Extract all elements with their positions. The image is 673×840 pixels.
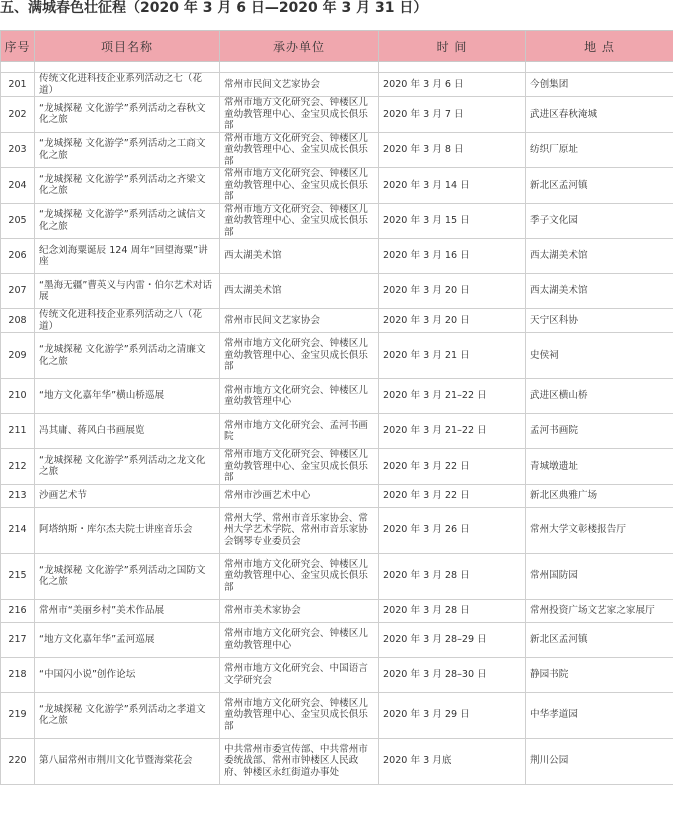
table-header-row bbox=[1, 31, 673, 62]
cell-project-name: “地方文化嘉年华”孟河巡展 bbox=[35, 622, 220, 657]
cell-date: 2020 年 3 月 21–22 日 bbox=[379, 414, 526, 449]
cell-number: 211 bbox=[1, 414, 35, 449]
cell-number: 203 bbox=[1, 132, 35, 168]
cell-number: 206 bbox=[1, 239, 35, 274]
cell-project-name: 传统文化进科技企业系列活动之七（花道） bbox=[35, 73, 220, 97]
table-row bbox=[1, 97, 673, 133]
cell-location: 武进区横山桥 bbox=[526, 379, 673, 414]
header-time: 时 间 bbox=[379, 31, 526, 62]
cell-organizer: 常州市地方文化研究会、孟河书画院 bbox=[220, 414, 379, 449]
cell-organizer: 常州市民间文艺家协会 bbox=[220, 309, 379, 333]
cell-date: 2020 年 3 月 21–22 日 bbox=[379, 379, 526, 414]
cell-project-name: 纪念刘海粟诞辰 124 周年“回望海粟”讲座 bbox=[35, 239, 220, 274]
cell-organizer: 常州市地方文化研究会、钟楼区儿童幼教管理中心、金宝贝成长俱乐部 bbox=[220, 203, 379, 239]
cell-organizer: 常州市地方文化研究会、钟楼区儿童幼教管理中心 bbox=[220, 379, 379, 414]
cell-date: 2020 年 3 月 14 日 bbox=[379, 168, 526, 204]
cell-project-name: “龙城探秘 文化游学”系列活动之国防文化之旅 bbox=[35, 553, 220, 599]
cell-organizer: 常州市地方文化研究会、钟楼区儿童幼教管理中心、金宝贝成长俱乐部 bbox=[220, 333, 379, 379]
cell-number: 205 bbox=[1, 203, 35, 239]
cell-organizer: 常州市地方文化研究会、钟楼区儿童幼教管理中心、金宝贝成长俱乐部 bbox=[220, 553, 379, 599]
cell-number: 208 bbox=[1, 309, 35, 333]
cell-number: 212 bbox=[1, 449, 35, 485]
cell-date: 2020 年 3 月 16 日 bbox=[379, 239, 526, 274]
cell-date: 2020 年 3 月 6 日 bbox=[379, 73, 526, 97]
table-row bbox=[1, 379, 673, 414]
header-number: 序号 bbox=[1, 31, 35, 62]
table-row bbox=[1, 132, 673, 168]
cell-number: 209 bbox=[1, 333, 35, 379]
cell-project-name: “地方文化嘉年华”横山桥巡展 bbox=[35, 379, 220, 414]
cell-location: 中华孝道园 bbox=[526, 692, 673, 738]
cell-organizer: 常州市民间文艺家协会 bbox=[220, 73, 379, 97]
cell-project-name: “龙城探秘 文化游学”系列活动之龙文化之旅 bbox=[35, 449, 220, 485]
cell-number: 207 bbox=[1, 274, 35, 309]
cell-date: 2020 年 3 月 28–29 日 bbox=[379, 622, 526, 657]
table-row bbox=[1, 73, 673, 97]
cell-number: 213 bbox=[1, 484, 35, 507]
page-title: 五、满城春色壮征程（2020 年 3 月 6 日—2020 年 3 月 31 日） bbox=[0, 0, 428, 16]
cell-date: 2020 年 3 月 21 日 bbox=[379, 333, 526, 379]
cell-location: 史侯祠 bbox=[526, 333, 673, 379]
cell-date: 2020 年 3 月 20 日 bbox=[379, 309, 526, 333]
cell-location: 孟河书画院 bbox=[526, 414, 673, 449]
cell-project-name: 常州市“美丽乡村”美术作品展 bbox=[35, 599, 220, 622]
cell-project-name: “墨海无疆”曹英义与内雷・伯尔艺术对话展 bbox=[35, 274, 220, 309]
cell-project-name: 冯其庸、蒋风白书画展览 bbox=[35, 414, 220, 449]
table-row bbox=[1, 599, 673, 622]
header-project-name: 项目名称 bbox=[35, 31, 220, 62]
cell-organizer: 常州市地方文化研究会、钟楼区儿童幼教管理中心、金宝贝成长俱乐部 bbox=[220, 692, 379, 738]
cell-date: 2020 年 3 月 26 日 bbox=[379, 507, 526, 553]
cell-project-name: “龙城探秘 文化游学”系列活动之清廉文化之旅 bbox=[35, 333, 220, 379]
cell-date: 2020 年 3 月 22 日 bbox=[379, 449, 526, 485]
table-row bbox=[1, 657, 673, 692]
cell-project-name: “龙城探秘 文化游学”系列活动之春秋文化之旅 bbox=[35, 97, 220, 133]
cell-location: 新北区典雅广场 bbox=[526, 484, 673, 507]
cell-organizer: 常州市地方文化研究会、钟楼区儿童幼教管理中心、金宝贝成长俱乐部 bbox=[220, 97, 379, 133]
cell-date: 2020 年 3 月 28 日 bbox=[379, 599, 526, 622]
table-row bbox=[1, 622, 673, 657]
cell-date: 2020 年 3 月底 bbox=[379, 738, 526, 784]
table-row bbox=[1, 738, 673, 784]
table-row bbox=[1, 414, 673, 449]
cell-number: 219 bbox=[1, 692, 35, 738]
table-row bbox=[1, 168, 673, 204]
table-row bbox=[1, 333, 673, 379]
cell-organizer: 常州市地方文化研究会、钟楼区儿童幼教管理中心、金宝贝成长俱乐部 bbox=[220, 449, 379, 485]
cell-location: 荆川公园 bbox=[526, 738, 673, 784]
table-row bbox=[1, 274, 673, 309]
cell-project-name: “龙城探秘 文化游学”系列活动之诚信文化之旅 bbox=[35, 203, 220, 239]
table-row bbox=[1, 484, 673, 507]
cell-number: 214 bbox=[1, 507, 35, 553]
cell-project-name: 传统文化进科技企业系列活动之八（花道） bbox=[35, 309, 220, 333]
cell-number: 201 bbox=[1, 73, 35, 97]
cell-number: 216 bbox=[1, 599, 35, 622]
table-row bbox=[1, 239, 673, 274]
cell-organizer: 常州市地方文化研究会、钟楼区儿童幼教管理中心 bbox=[220, 622, 379, 657]
cell-location: 纺织厂原址 bbox=[526, 132, 673, 168]
cell-project-name: 沙画艺术节 bbox=[35, 484, 220, 507]
cell-date: 2020 年 3 月 20 日 bbox=[379, 274, 526, 309]
cell-organizer: 常州市地方文化研究会、钟楼区儿童幼教管理中心、金宝贝成长俱乐部 bbox=[220, 168, 379, 204]
table-spacer-row bbox=[1, 62, 673, 73]
cell-location: 静园书院 bbox=[526, 657, 673, 692]
cell-date: 2020 年 3 月 29 日 bbox=[379, 692, 526, 738]
header-location: 地 点 bbox=[526, 31, 673, 62]
cell-date: 2020 年 3 月 15 日 bbox=[379, 203, 526, 239]
table-row bbox=[1, 203, 673, 239]
cell-location: 西太湖美术馆 bbox=[526, 274, 673, 309]
cell-location: 新北区孟河镇 bbox=[526, 622, 673, 657]
table-row bbox=[1, 449, 673, 485]
cell-location: 武进区春秋淹城 bbox=[526, 97, 673, 133]
cell-project-name: “龙城探秘 文化游学”系列活动之齐梁文化之旅 bbox=[35, 168, 220, 204]
cell-location: 常州投资广场文艺家之家展厅 bbox=[526, 599, 673, 622]
table-row bbox=[1, 309, 673, 333]
cell-organizer: 常州市地方文化研究会、中国语言文学研究会 bbox=[220, 657, 379, 692]
cell-number: 204 bbox=[1, 168, 35, 204]
cell-date: 2020 年 3 月 28–30 日 bbox=[379, 657, 526, 692]
cell-number: 210 bbox=[1, 379, 35, 414]
cell-project-name: “中国闪小说”创作论坛 bbox=[35, 657, 220, 692]
header-organizer: 承办单位 bbox=[220, 31, 379, 62]
cell-location: 新北区孟河镇 bbox=[526, 168, 673, 204]
events-table bbox=[0, 30, 673, 785]
cell-number: 202 bbox=[1, 97, 35, 133]
cell-organizer: 常州大学、常州市音乐家协会、常州大学艺术学院、常州市音乐家协会钢琴专业委员会 bbox=[220, 507, 379, 553]
cell-location: 今创集团 bbox=[526, 73, 673, 97]
cell-location: 天宁区科协 bbox=[526, 309, 673, 333]
cell-date: 2020 年 3 月 28 日 bbox=[379, 553, 526, 599]
cell-location: 常州国防园 bbox=[526, 553, 673, 599]
table-row bbox=[1, 553, 673, 599]
cell-organizer: 西太湖美术馆 bbox=[220, 239, 379, 274]
cell-project-name: 第八届常州市荆川文化节暨海棠花会 bbox=[35, 738, 220, 784]
cell-date: 2020 年 3 月 8 日 bbox=[379, 132, 526, 168]
cell-number: 217 bbox=[1, 622, 35, 657]
cell-date: 2020 年 3 月 22 日 bbox=[379, 484, 526, 507]
cell-project-name: 阿塔纳斯・库尔杰夫院士讲座音乐会 bbox=[35, 507, 220, 553]
cell-project-name: “龙城探秘 文化游学”系列活动之孝道文化之旅 bbox=[35, 692, 220, 738]
cell-project-name: “龙城探秘 文化游学”系列活动之工商文化之旅 bbox=[35, 132, 220, 168]
cell-date: 2020 年 3 月 7 日 bbox=[379, 97, 526, 133]
cell-organizer: 常州市沙画艺术中心 bbox=[220, 484, 379, 507]
cell-location: 常州大学文彰楼报告厅 bbox=[526, 507, 673, 553]
cell-number: 220 bbox=[1, 738, 35, 784]
cell-location: 西太湖美术馆 bbox=[526, 239, 673, 274]
cell-organizer: 常州市美术家协会 bbox=[220, 599, 379, 622]
cell-organizer: 常州市地方文化研究会、钟楼区儿童幼教管理中心、金宝贝成长俱乐部 bbox=[220, 132, 379, 168]
table-row bbox=[1, 692, 673, 738]
cell-number: 215 bbox=[1, 553, 35, 599]
cell-organizer: 中共常州市委宣传部、中共常州市委统战部、常州市钟楼区人民政府、钟楼区永红街道办事处 bbox=[220, 738, 379, 784]
cell-number: 218 bbox=[1, 657, 35, 692]
table-row bbox=[1, 507, 673, 553]
cell-location: 季子文化园 bbox=[526, 203, 673, 239]
cell-organizer: 西太湖美术馆 bbox=[220, 274, 379, 309]
cell-location: 青城墩遗址 bbox=[526, 449, 673, 485]
